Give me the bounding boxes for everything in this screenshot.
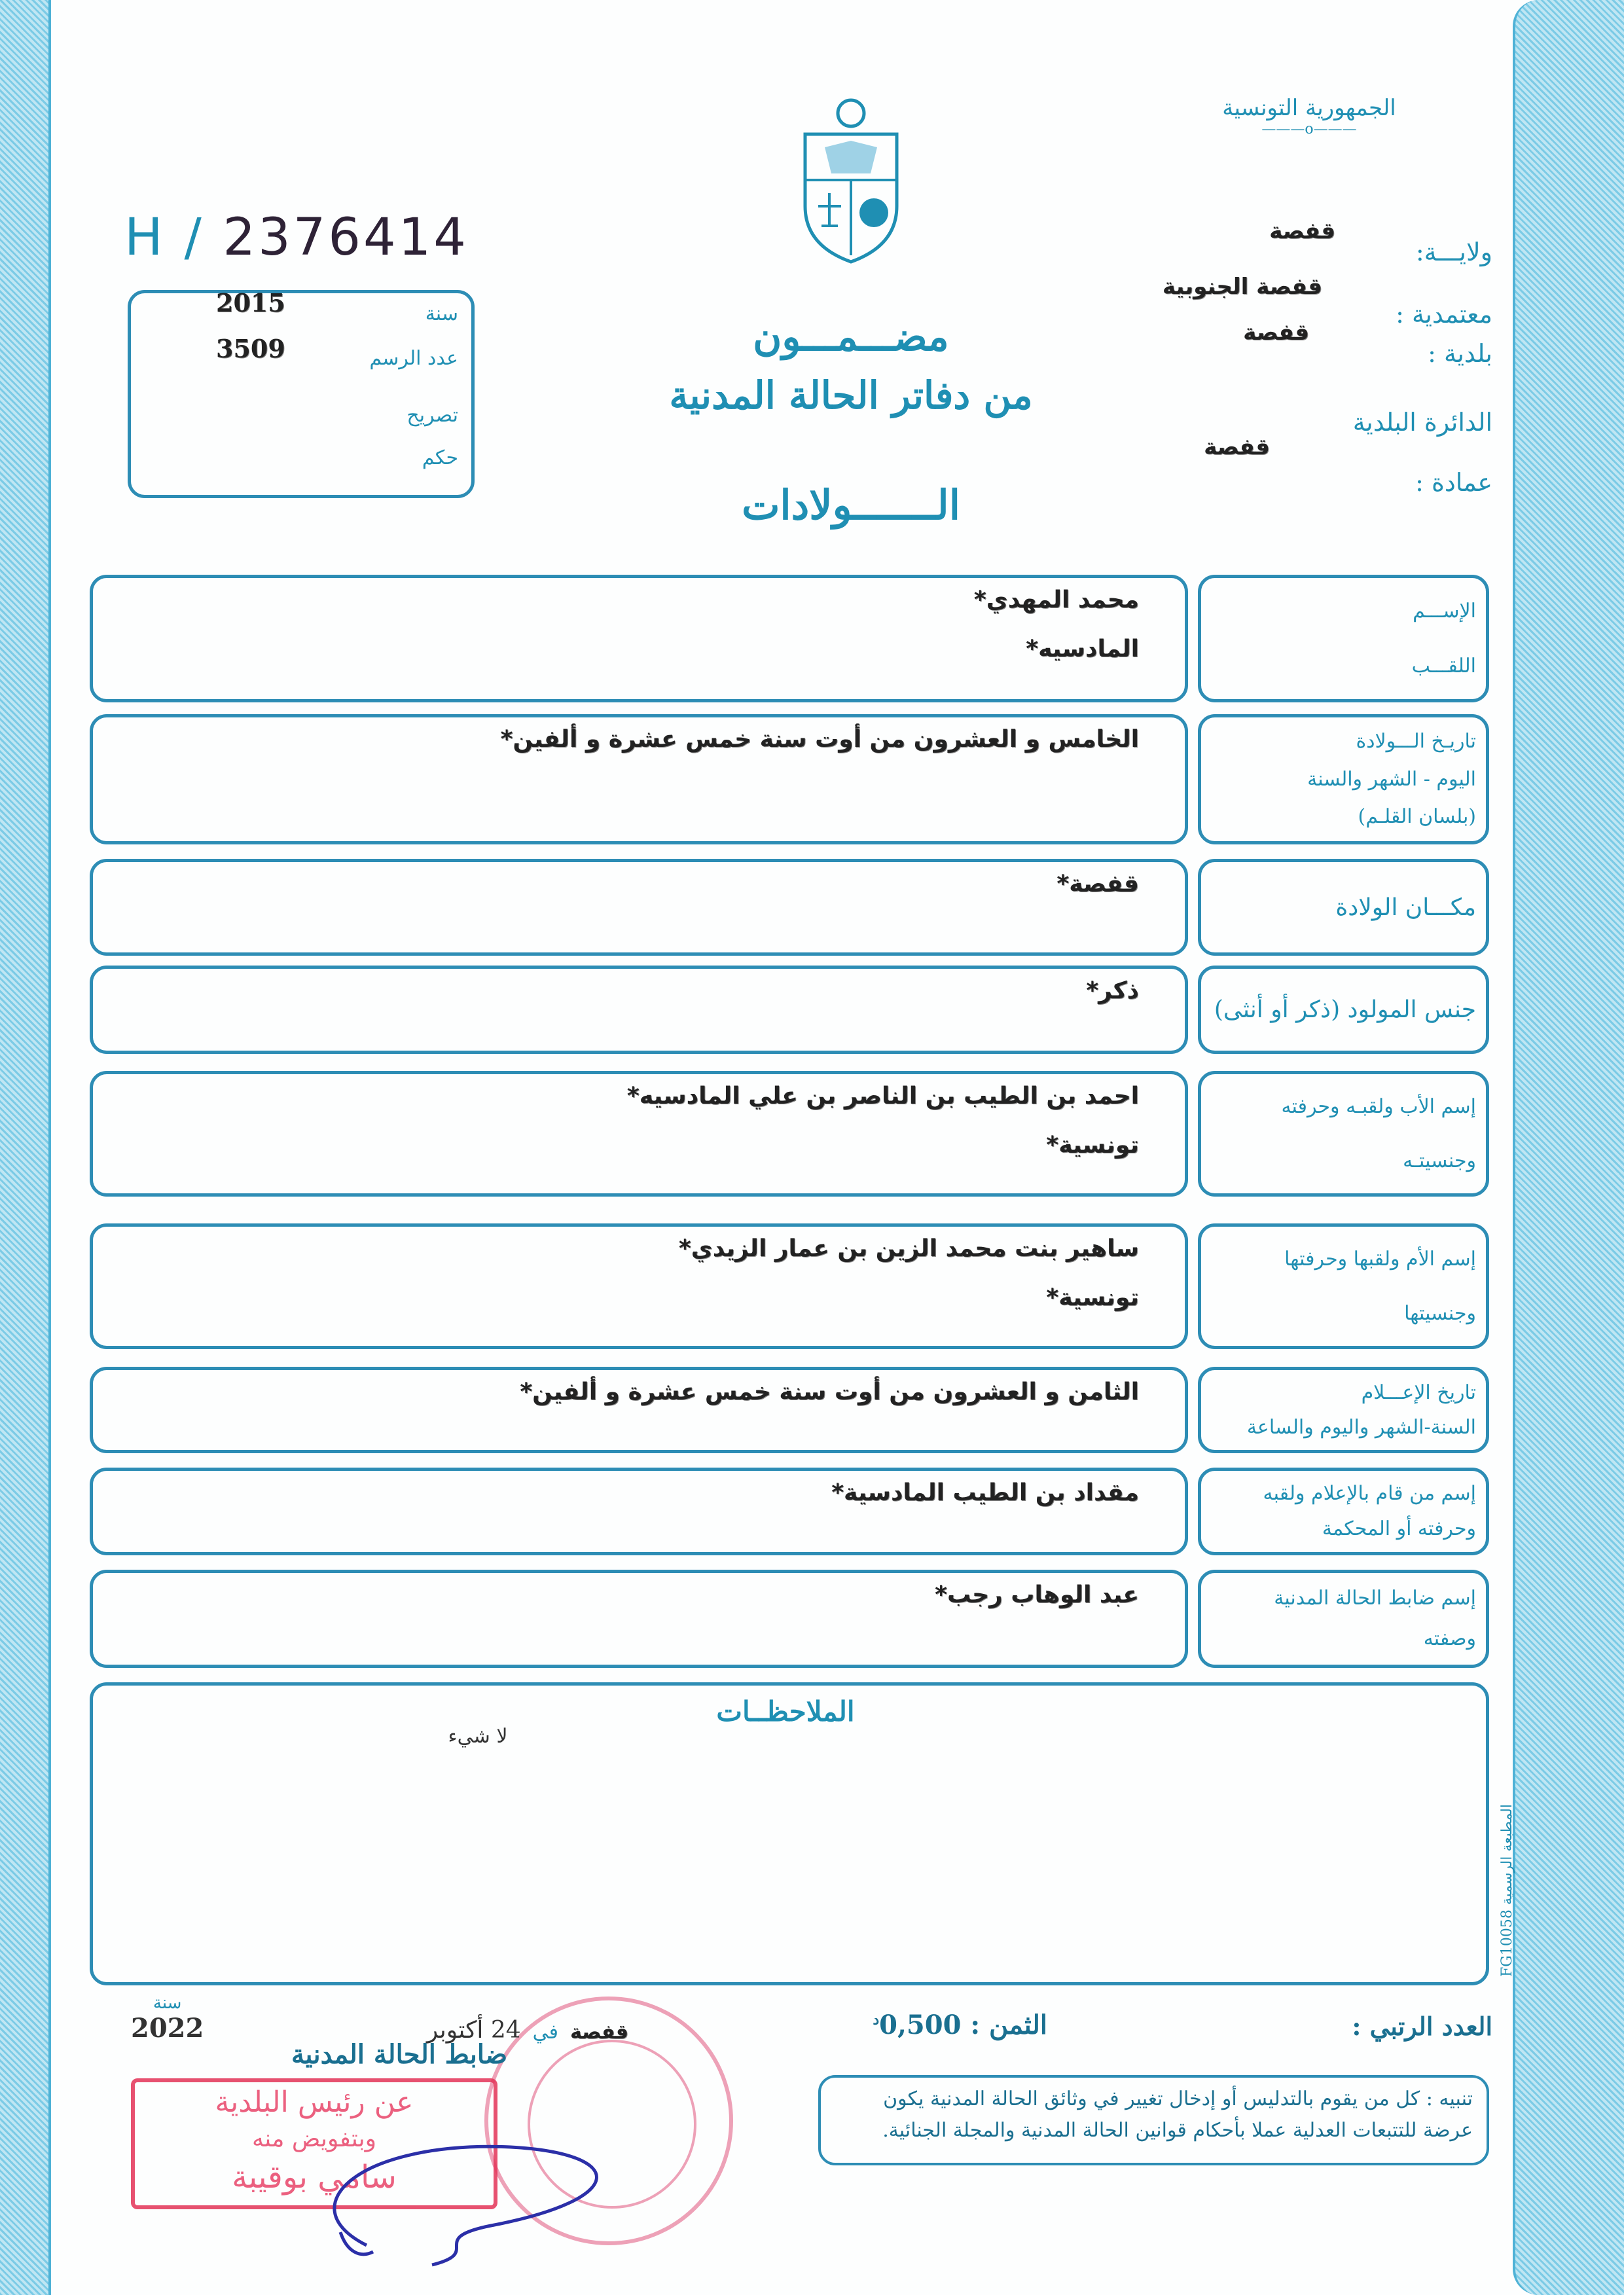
row-value: ذكر*: [1086, 977, 1139, 1004]
remarks-title: الملاحظــات: [716, 1695, 855, 1727]
judgment-label: حكم: [422, 446, 458, 469]
row-label: تاريـخ الـــولادة: [1356, 730, 1476, 753]
section-title: الـــــــولادات: [742, 481, 960, 529]
row-value: الثامن و العشرون من أوت سنة خمس عشرة و ألفين*: [520, 1379, 1139, 1405]
officer-title: ضابط الحالة المدنية: [291, 2039, 508, 2070]
row-value: تونسية*: [1046, 1284, 1139, 1311]
date-value: 24 أكتوبر: [426, 2017, 521, 2044]
row-value: الخامس و العشرون من أوت سنة خمس عشرة و ألفين*: [500, 726, 1139, 753]
year-label: سنة: [425, 302, 458, 325]
row-label: وجنسيتـه: [1403, 1149, 1476, 1172]
row-label: إسم من قام بالإعلام ولقبه: [1263, 1482, 1476, 1506]
row-label-group: [1208, 1370, 1476, 1450]
row-label: وجنسيتها: [1404, 1301, 1476, 1325]
title-line2: من دفاتر الحالة المدنية: [669, 373, 1033, 418]
row-label-group: [1208, 717, 1476, 841]
governorate-value: قفصة: [1269, 218, 1335, 244]
date-year-label: سنة: [153, 1993, 182, 2013]
republic-ornament: ———o———: [1261, 121, 1357, 137]
price: [851, 2010, 1047, 2040]
date-in-label: في: [532, 2021, 558, 2044]
issue-date-line: [131, 1993, 628, 2044]
date-year-group: [131, 1993, 204, 2044]
serial-value: 2376414: [223, 208, 469, 267]
row-label-group: [1208, 1074, 1476, 1193]
row-label: إسم ضابط الحالة المدنية: [1274, 1587, 1476, 1610]
row-value: احمد بن الطيب بن الناصر بن علي المادسيه*: [626, 1083, 1139, 1110]
row-value: المادسيه*: [1026, 636, 1139, 662]
print-code: المطبعة الرسمية FG10058: [1499, 1804, 1515, 1977]
municipality-value: قفصة: [1243, 319, 1309, 346]
stamp-line: عن رئيس البلدية: [215, 2086, 414, 2119]
row-label-group: [1208, 969, 1476, 1051]
row-label-group: [1208, 862, 1476, 952]
row-label: جنس المولود (ذكر أو أنثى): [1214, 996, 1476, 1023]
delegation-value: قفصة الجنوبية: [1162, 274, 1322, 300]
remarks-box: [90, 1682, 1489, 1985]
row-label-group: [1208, 578, 1476, 699]
warning-text: تنبيه : كل من يقوم بالتدليس أو إدخال تغيير في وثائق الحالة المدنية يكون عرضة للتتبعات العدلية عملا بأحكام قوانين الحالة المدنية والمجلة الجنائية.: [882, 2087, 1473, 2142]
municipal-district-label: الدائرة البلدية: [1352, 408, 1492, 437]
row-value: تونسية*: [1046, 1132, 1139, 1159]
stamp-line: سامي بوقيبة: [232, 2158, 397, 2196]
serial-number: [124, 208, 469, 267]
remarks-value: لا شيء: [448, 1725, 508, 1748]
serial-prefix: H /: [124, 208, 204, 267]
date-year: 2022: [131, 2013, 204, 2044]
row-value: قفصة*: [1056, 871, 1139, 897]
governorate-label: ولايـــة:: [1415, 238, 1492, 266]
row-label: إسم الأب ولقبـه وحرفته: [1281, 1094, 1476, 1118]
municipality-label: بلدية :: [1428, 339, 1492, 368]
year-value: 2015: [216, 288, 285, 317]
republic-text: الجمهورية التونسية: [1222, 95, 1396, 121]
row-value: عبد الوهاب رجب*: [935, 1581, 1139, 1608]
price-value: 0,500: [879, 2010, 962, 2040]
row-value: محمد المهدي*: [973, 587, 1139, 613]
row-label: اللقـــب: [1411, 655, 1476, 678]
record-number-value: 3509: [216, 334, 285, 363]
signature: [262, 2127, 655, 2271]
row-label-group: [1208, 1573, 1476, 1665]
row-label: اليوم - الشهر والسنة: [1307, 767, 1476, 791]
row-label: (بلسان القلـم): [1358, 805, 1476, 829]
sector-label: عمادة :: [1415, 468, 1492, 497]
price-unit: د: [873, 2011, 880, 2029]
republic-heading: [1204, 95, 1414, 137]
coat-of-arms-icon: [792, 95, 910, 265]
date-place: قفصة: [570, 2021, 628, 2044]
security-border-left: [0, 0, 51, 2295]
price-label: الثمن :: [970, 2010, 1047, 2040]
security-border-right: [1513, 0, 1624, 2295]
row-label: السنة-الشهر واليوم والساعة: [1246, 1415, 1476, 1439]
row-value: مقداد بن الطيب المادسية*: [831, 1479, 1139, 1506]
row-label: الإســـم: [1413, 599, 1476, 623]
row-label: وصفته: [1423, 1627, 1476, 1651]
stamp-line: وبتفويض منه: [251, 2125, 377, 2152]
row-label-group: [1208, 1227, 1476, 1346]
row-label-group: [1208, 1471, 1476, 1552]
row-label: وحرفته أو المحكمة: [1322, 1517, 1476, 1541]
row-label: تاريخ الإعـــلام: [1361, 1381, 1476, 1404]
municipal-district-value: قفصة: [1204, 434, 1270, 460]
row-label: إسم الأم ولقبها وحرفتها: [1284, 1247, 1476, 1271]
serial-order-label: العدد الرتبي :: [1352, 2012, 1492, 2041]
declaration-label: تصريح: [406, 404, 458, 427]
title-line1: مضـــمـــون: [753, 314, 949, 360]
delegation-label: معتمدية :: [1396, 300, 1492, 329]
record-number-label: عدد الرسم: [369, 347, 458, 370]
row-label: مكـــان الولادة: [1335, 894, 1476, 921]
row-value: ساهير بنت محمد الزين بن عمار الزيدي*: [678, 1235, 1139, 1262]
